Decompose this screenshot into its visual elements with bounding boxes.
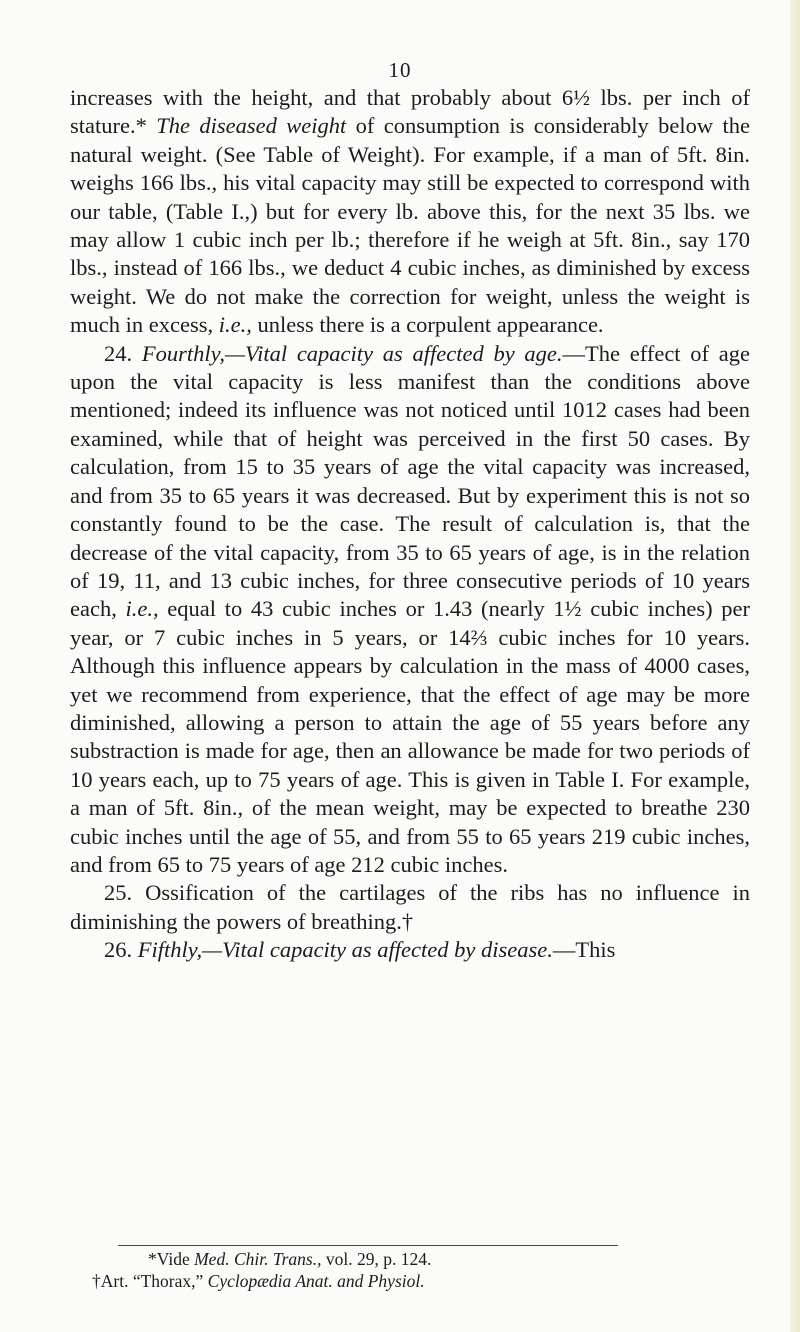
paragraph-25-ossification (70, 879, 750, 936)
text-run: increases with the height, and that probably about 6½ lbs. per inch of stature.* (70, 85, 750, 139)
text-run: *Vide (148, 1249, 195, 1269)
text-run: —The effect of age upon the vital capacity is less manifest than the conditions above mentioned; indeed its influence was not noticed until 1012 cases had been examined, while that of height was perceived in the first 50 cases. By calculation, from 15 to 35 years of age the vital capacity was increased, and from 35 to 65 years it was decreased. But by experiment this is not so constantly found to be the case. The result of calculation is, that the decrease of the vital capacity, from 35 to 65 years of age, is in the relation of 19, 11, and 13 cubic inches, for three consecutive periods of 10 years each, (70, 340, 750, 622)
page-number: 10 (388, 58, 412, 82)
text-run: unless there is a corpulent appearance. (251, 312, 604, 338)
text-run: 25. Ossification of the cartilages of the ribs has no influence in diminishing the powers of breathing.† (70, 880, 750, 934)
footnote-divider (118, 1245, 618, 1246)
text-run: 24. (104, 340, 142, 366)
footnote-1 (70, 1248, 750, 1270)
body-text (70, 84, 750, 965)
italic-run: i.e., (125, 596, 159, 622)
section-heading-age: Fourthly,—Vital capacity as affected by age. (141, 340, 563, 366)
italic-run: i.e., (218, 312, 252, 338)
footnotes (70, 1248, 750, 1292)
paragraph-26-disease (70, 936, 750, 964)
text-run: vol. 29, p. 124. (321, 1249, 432, 1269)
text-run: of consumption is considerably below the natural weight. (See Table of Weight). For example, if a man of 5ft. 8in. weighs 166 lbs., his vital capacity may still be expected to correspond with our table, (Table I.,) but for every lb. above this, for the next 35 lbs. we may allow 1 cubic inch per lb.; therefore if he weigh at 5ft. 8in., say 170 lbs., instead of 166 lbs., we deduct 4 cubic inches, as diminished by excess weight. We do not make the correction for weight, unless the weight is much in excess, (70, 113, 751, 338)
page-edge-shadow (790, 0, 800, 1332)
text-run: equal to 43 cubic inches or 1.43 (nearly 1½ cubic inches) per year, or 7 cubic inches in 5 years, or 14⅔ cubic inches for 10 years. Although this influence appears by calculation in the mass of 4000 cases, yet we recommend from experience, that the effect of age may be more diminished, allowing a person to attain the age of 55 years before any substraction is made for age, then an allowance be made for two periods of 10 years each, up to 75 years of age. This is given in Table I. For example, a man of 5ft. 8in., of the mean weight, may be expected to breathe 230 cubic inches until the age of 55, and from 55 to 65 years 219 cubic inches, and from 65 to 75 years of age 212 cubic inches. (70, 596, 750, 877)
footnote-2 (70, 1270, 750, 1292)
text-run: 26. (104, 937, 138, 963)
text-run: —This (552, 937, 616, 963)
italic-run: Cyclopædia Anat. and Physiol. (207, 1271, 425, 1291)
text-run: †Art. “Thorax,” (92, 1271, 208, 1291)
section-heading-disease: Fifthly,—Vital capacity as affected by disease. (137, 937, 553, 963)
paragraph-1 (70, 84, 750, 340)
paragraph-24-age (70, 340, 750, 880)
italic-run: The diseased weight (156, 113, 347, 139)
italic-run: Med. Chir. Trans., (194, 1249, 322, 1269)
